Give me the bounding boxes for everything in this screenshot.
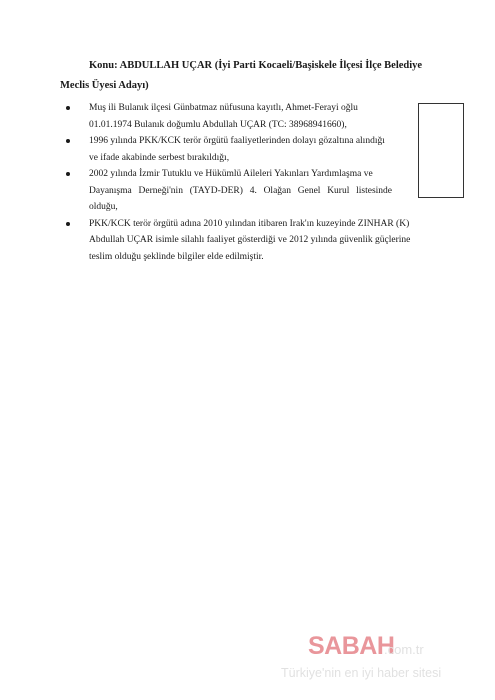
sabah-watermark: [281, 632, 476, 692]
list-item: Muş ili Bulanık ilçesi Günbatmaz nüfusuna kayıtlı, Ahmet-Ferayi oğlu 01.01.1974 Bulanık doğumlu Abdullah UÇAR (TC: 38968941660),: [62, 100, 392, 133]
photo-placeholder: [418, 103, 464, 198]
list-item: 2002 yılında İzmir Tutuklu ve Hükümlü Aileleri Yakınları Yardımlaşma ve Dayanışma Derneği'nin (TAYD-DER) 4. Olağan Genel Kurul listesinde olduğu,: [62, 166, 392, 216]
bullet-icon: [66, 222, 70, 226]
list-item: PKK/KCK terör örgütü adına 2010 yılından itibaren Irak'ın kuzeyinde ZINHAR (K) Abdullah UÇAR isimle silahlı faaliyet gösterdiği ve 2012 yılında güvenlik güçlerine teslim olduğu şeklinde bilgiler elde edilmiştir.: [62, 216, 464, 266]
bullet-list: [62, 100, 411, 265]
watermark-slogan: Türkiye'nin en iyi haber sitesi: [281, 666, 442, 680]
bullet-icon: [66, 139, 70, 143]
sabah-logo: SABAH: [308, 632, 395, 660]
subject-heading: [60, 56, 455, 96]
subject-line-1: Konu: ABDULLAH UÇAR (İyi Parti Kocaeli/Başiskele İlçesi İlçe Belediye: [89, 60, 423, 71]
watermark-domain: .com.tr: [384, 642, 424, 657]
subject-line-2: Meclis Üyesi Adayı): [60, 80, 149, 91]
bullet-icon: [66, 106, 70, 110]
list-item: 1996 yılında PKK/KCK terör örgütü faaliyetlerinden dolayı gözaltına alındığı ve ifade akabinde serbest bırakıldığı,: [62, 133, 392, 166]
bullet-icon: [66, 172, 70, 176]
